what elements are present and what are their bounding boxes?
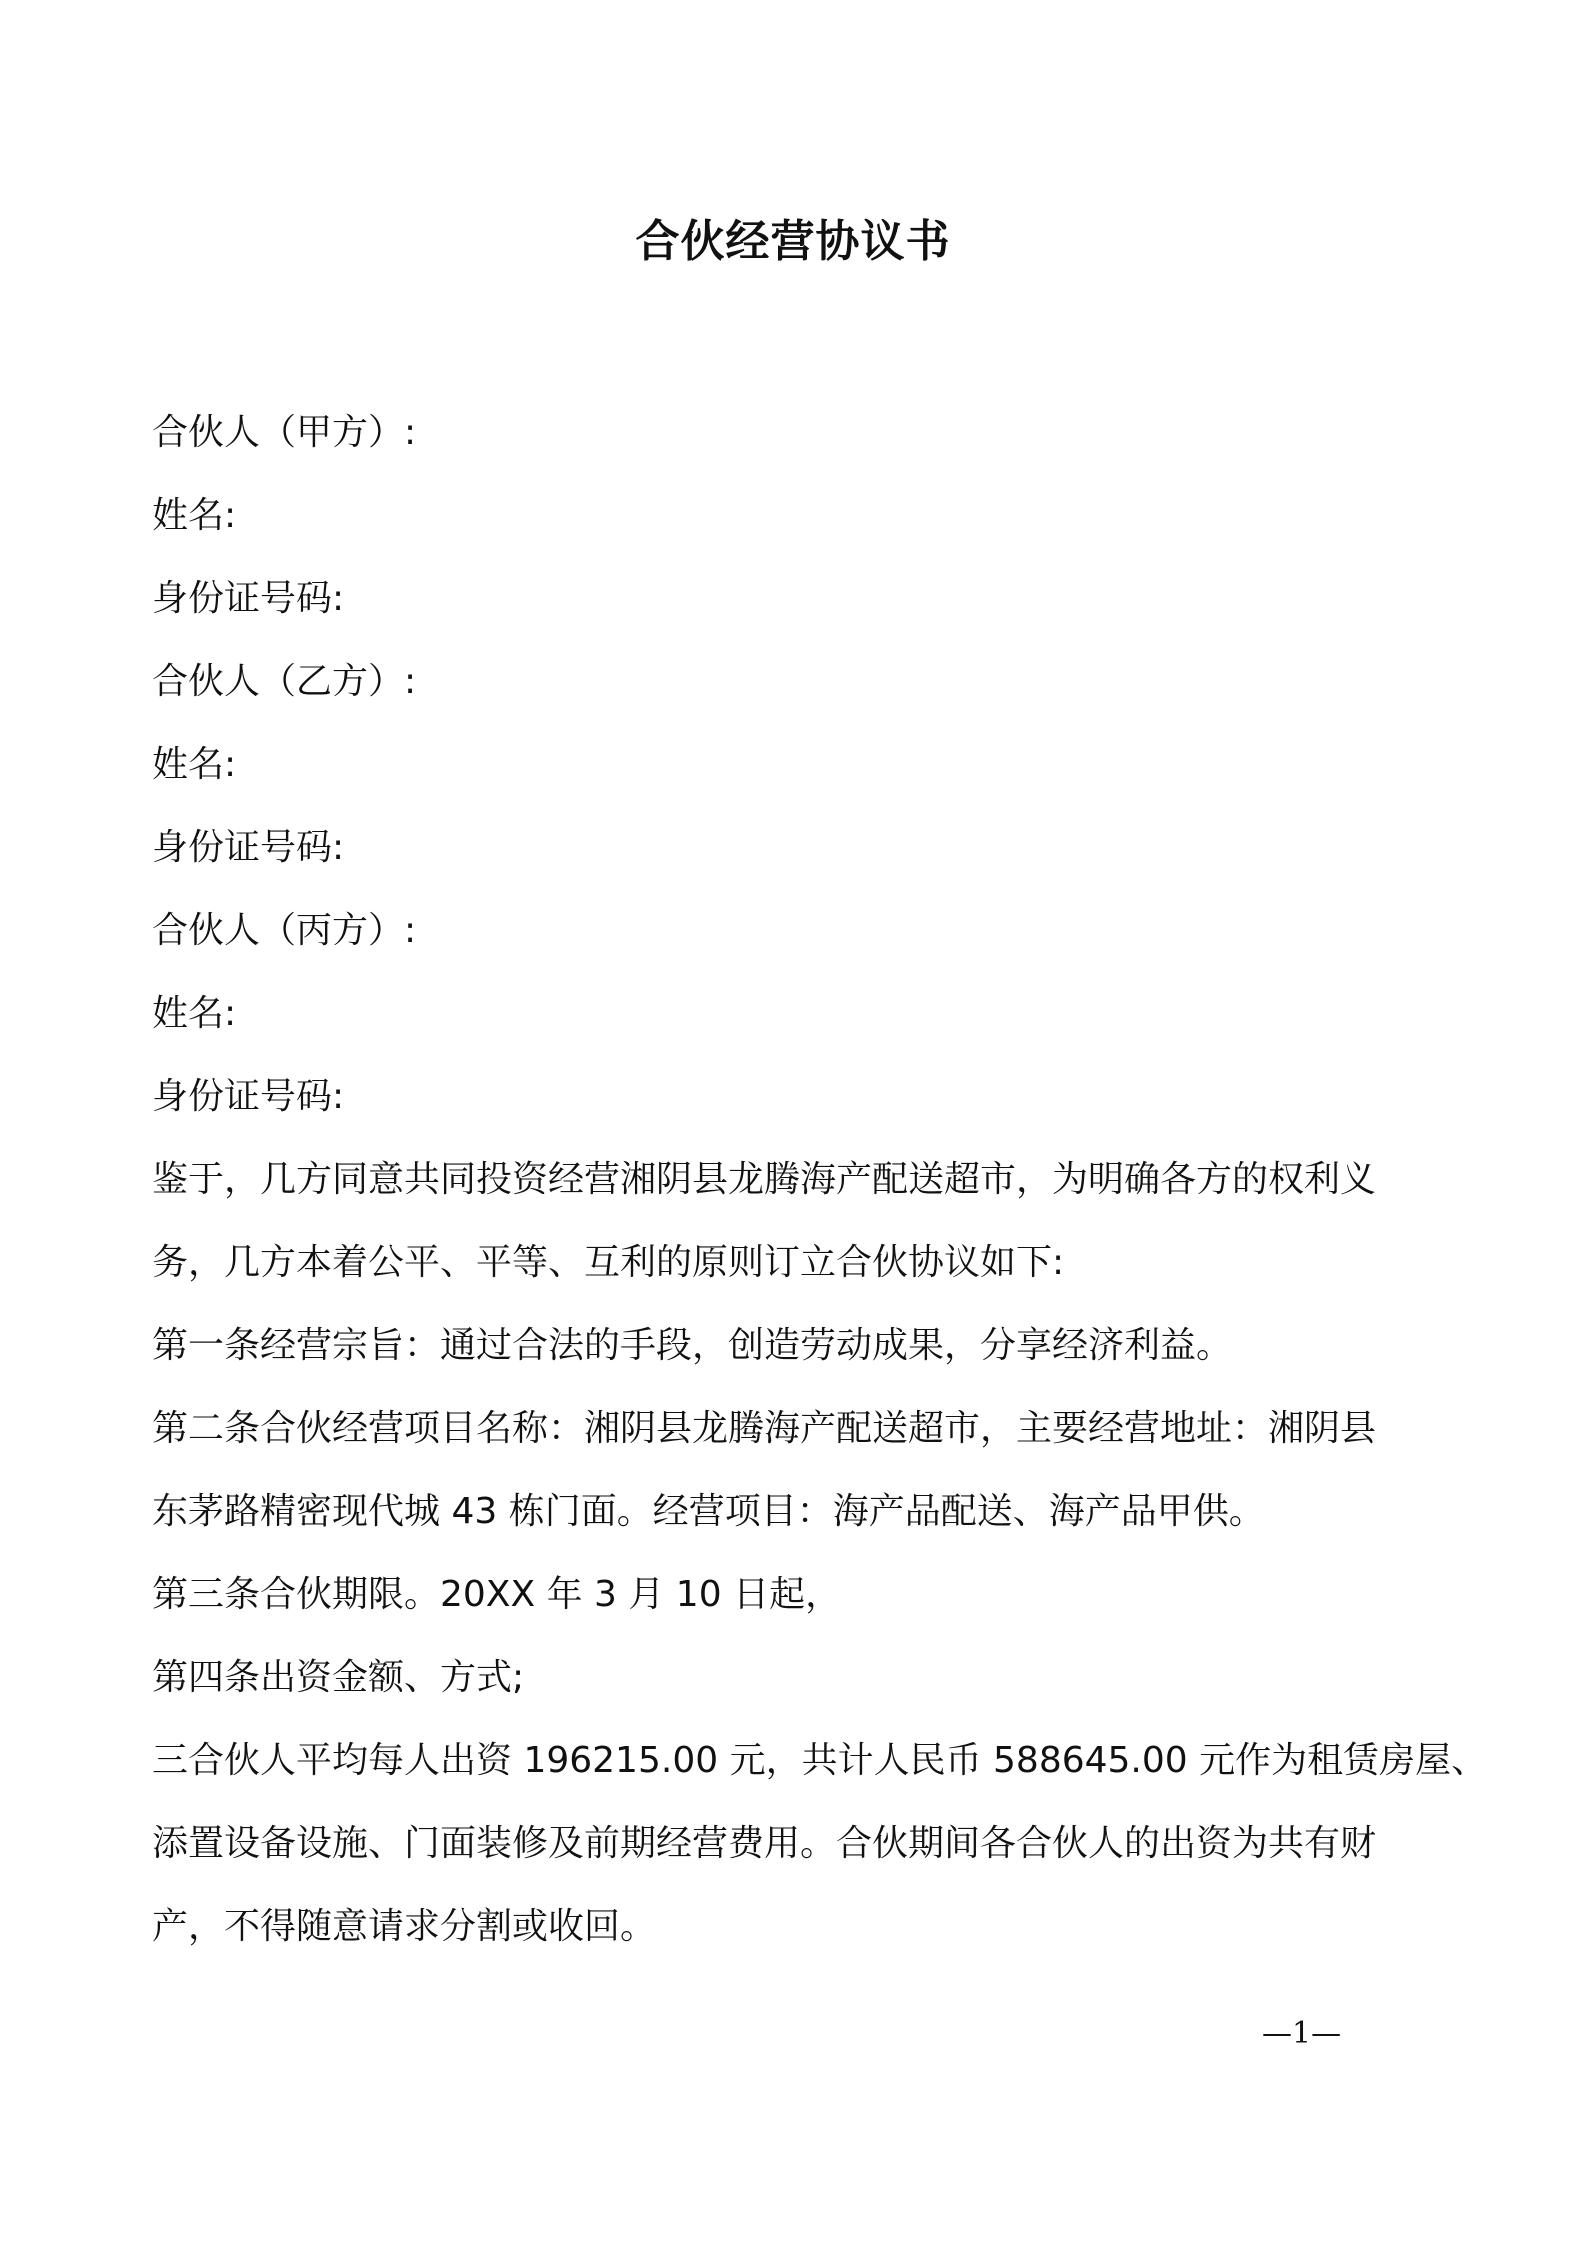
article-4: 第四条出资金额、方式;: [152, 1657, 525, 1698]
article-4-body-line-2: 添置设备设施、门面装修及前期经营费用。合伙期间各合伙人的出资为共有财: [152, 1823, 1377, 1864]
party-c-id: 身份证号码:: [152, 1076, 345, 1117]
article-2-line-1: 第二条合伙经营项目名称：湘阴县龙腾海产配送超市，主要经营地址：湘阴县: [152, 1408, 1377, 1449]
preamble-line-1: 鉴于，几方同意共同投资经营湘阴县龙腾海产配送超市，为明确各方的权利义: [152, 1159, 1377, 1200]
article-3: 第三条合伙期限。20XX 年 3 月 10 日起，: [152, 1574, 842, 1615]
party-a-id: 身份证号码:: [152, 578, 345, 619]
document-title: 合伙经营协议书: [635, 216, 951, 267]
preamble-line-2: 务，几方本着公平、平等、互利的原则订立合伙协议如下:: [152, 1242, 1065, 1283]
party-a-heading: 合伙人（甲方）:: [152, 412, 417, 453]
party-b-id: 身份证号码:: [152, 827, 345, 868]
article-2-line-2: 东茅路精密现代城 43 栋门面。经营项目：海产品配送、海产品甲供。: [152, 1491, 1265, 1532]
party-b-heading: 合伙人（乙方）:: [152, 661, 417, 702]
party-c-name: 姓名:: [152, 993, 237, 1034]
party-b-name: 姓名:: [152, 744, 237, 785]
page-number: —1—: [1262, 2016, 1342, 2051]
party-a-name: 姓名:: [152, 495, 237, 536]
article-4-body-line-3: 产，不得随意请求分割或收回。: [152, 1906, 657, 1947]
article-1: 第一条经营宗旨：通过合法的手段，创造劳动成果，分享经济利益。: [152, 1325, 1233, 1366]
article-4-body-line-1: 三合伙人平均每人出资 196215.00 元，共计人民币 588645.00 元作为租赁房屋、: [152, 1740, 1488, 1781]
party-c-heading: 合伙人（丙方）:: [152, 910, 417, 951]
